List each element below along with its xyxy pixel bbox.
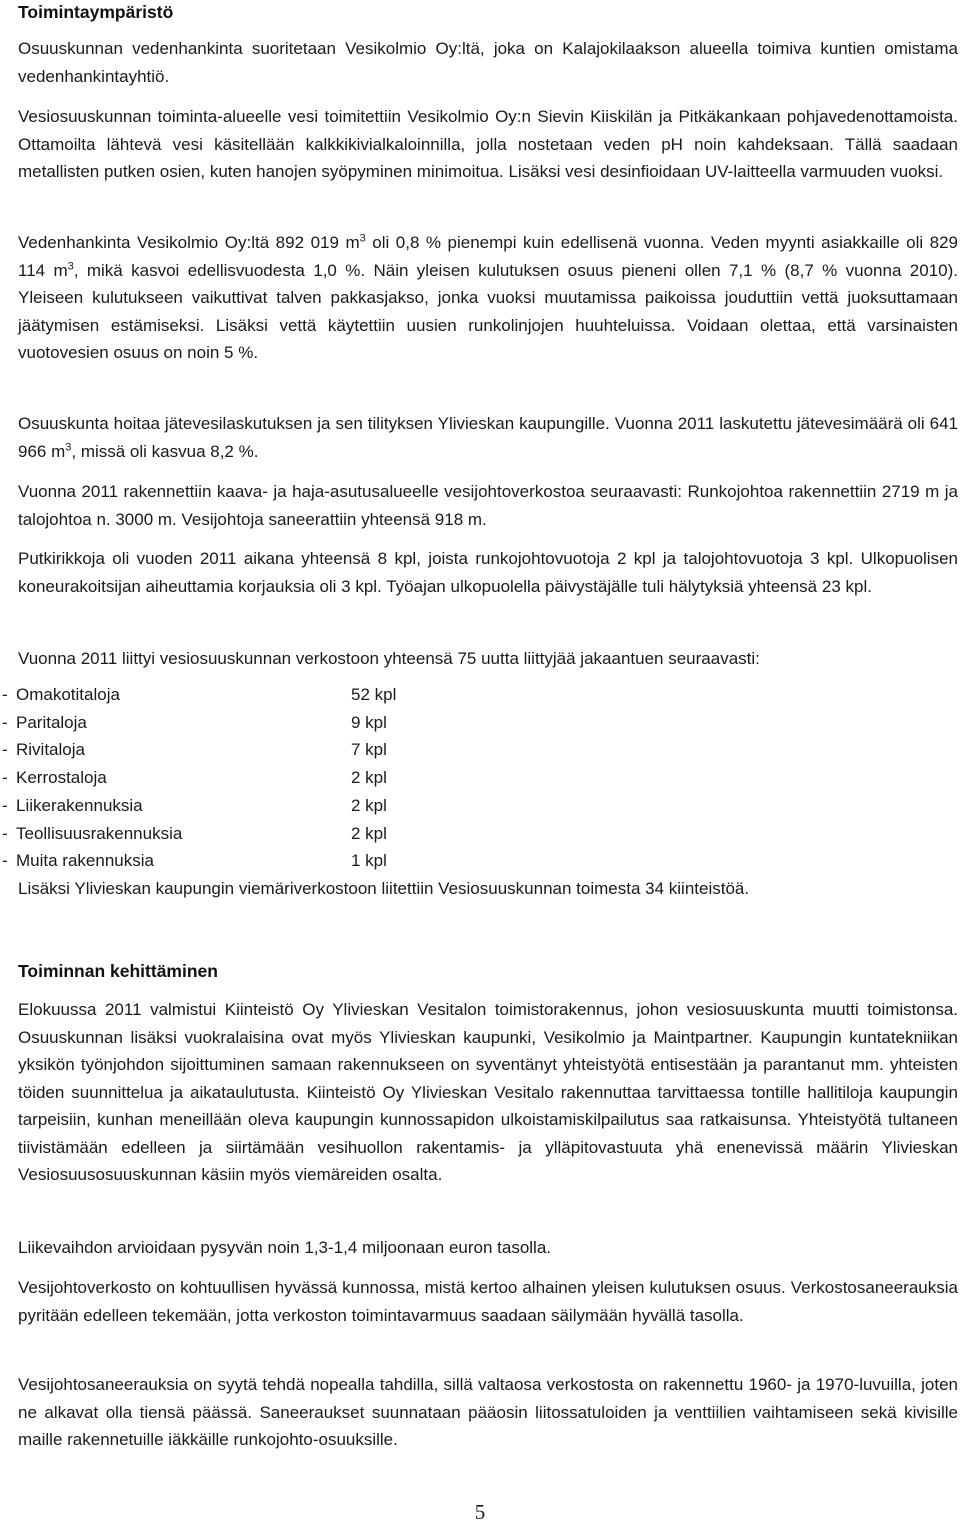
list-dash: - (2, 851, 8, 871)
list-item-count: 7 kpl (351, 740, 387, 760)
superscript: 3 (65, 440, 72, 453)
list-item-count: 2 kpl (351, 795, 387, 815)
list-dash: - (2, 795, 8, 815)
list-dash: - (2, 768, 8, 788)
list-item-count: 2 kpl (351, 823, 387, 843)
section-heading-toiminnan-kehittaminen: Toiminnan kehittäminen (18, 961, 218, 981)
list-item (2, 847, 942, 875)
list-item-name: Muita rakennuksia (16, 851, 154, 871)
list-item (2, 820, 942, 848)
list-item (2, 736, 942, 764)
paragraph: Elokuussa 2011 valmistui Kiinteistö Oy Ylivieskan Vesitalon toimistorakennus, johon vesiosuuskunta muutti toimistonsa. Osuuskunnan lisäksi vuokralaisina ovat myös Ylivieskan kaupunki, Vesikolmio ja Maintpartner. Kaupungin kuntatekniikan yksikön työnjohdon sijoittuminen samaan rakennukseen on syventänyt yhteistyötä entisestään ja parantanut mm. yhteisten töiden suunnittelua ja aikataulutusta. Kiinteistö Oy Ylivieskan Vesitalo rakennuttaa tarvittaessa tontille hallitiloja kaupungin tarpeisiin, kunhan meneillään oleva kaupungin kunnossapidon ulkoistamiskilpailutus saa ratkaisunsa. Yhteistyötä tultaneen tiivistämään edelleen ja siirtämään vesihuollon rakentamis- ja ylläpitovastuuta yhä enenevissä määrin Ylivieskan Vesiosuusosuuskunnan käsiin myös viemäreiden osalta. (18, 1000, 958, 1184)
list-item-name: Rivitaloja (16, 740, 85, 760)
text-run: Osuuskunta hoitaa jätevesilaskutuksen ja sen tilityksen Ylivieskan kaupungille. Vuonna 2011 laskutettu jätevesimäärä oli 641 966 m (18, 414, 958, 461)
paragraph: Vuonna 2011 liittyi vesiosuuskunnan verkostoon yhteensä 75 uutta liittyjää jakaantuen seuraavasti: (18, 649, 760, 668)
list-item-count: 2 kpl (351, 768, 387, 788)
paragraph: Putkirikkoja oli vuoden 2011 aikana yhteensä 8 kpl, joista runkojohtovuotoja 2 kpl ja talojohtovuotoja 3 kpl. Ulkopuolisen koneurakoitsijan aiheuttamia korjauksia oli 3 kpl. Työajan ulkopuolella päivystäjälle tuli hälytyksiä yhteensä 23 kpl. (18, 549, 958, 596)
text-run: oli 0,8 % pienempi kuin edellisenä vuonna. Veden myynti asiakkaille oli 829 114 m (18, 233, 959, 280)
paragraph: Liikevaihdon arvioidaan pysyvän noin 1,3-1,4 miljoonaan euron tasolla. (18, 1238, 552, 1257)
paragraph: Lisäksi Ylivieskan kaupungin viemäriverkostoon liitettiin Vesiosuuskunnan toimesta 34 kiinteistöä. (18, 879, 750, 898)
list-item (2, 792, 942, 820)
list-item-count: 52 kpl (351, 685, 397, 704)
list-dash: - (2, 740, 8, 760)
list-item-name: Kerrostaloja (16, 768, 107, 788)
list-dash: - (2, 823, 8, 843)
list-item-name: Paritaloja (16, 712, 87, 732)
list-dash: - (2, 712, 8, 732)
page-number: 5 (474, 1500, 486, 1524)
paragraph (18, 229, 958, 367)
text-run: , missä oli kasvua 8,2 %. (71, 441, 259, 461)
list-item-name: Teollisuusrakennuksia (16, 823, 183, 843)
superscript: 3 (359, 232, 366, 245)
list-item-count: 1 kpl (351, 851, 387, 871)
paragraph: Vesijohtosaneerauksia on syytä tehdä nopealla tahdilla, sillä valtaosa verkostosta on rakennettu 1960- ja 1970-luvuilla, joten ne alkavat olla tiensä päässä. Saneeraukset suunnataan pääosin liitossatuloiden ja venttiilien vaihtamiseen sekä kivisille maille rakennetuille iäkkäille runkojohto-osuuksille. (18, 1375, 958, 1449)
connections-list (2, 681, 942, 875)
list-item (2, 709, 942, 737)
section-heading-toimintaymparisto: Toimintaympäristö (18, 2, 174, 22)
paragraph: Vuonna 2011 rakennettiin kaava- ja haja-asutusalueelle vesijohtoverkostoa seuraavasti: Runkojohtoa rakennettiin 2719 m ja talojohtoa n. 3000 m. Vesijohtoja saneerattiin yhteensä 918 m. (18, 482, 958, 529)
list-item-name: Omakotitaloja (16, 685, 120, 704)
list-item-name: Liikerakennuksia (16, 795, 143, 815)
text-run: , mikä kasvoi edellisvuodesta 1,0 %. Näin yleisen kulutuksen osuus pieneni ollen 7,1 % (8,7 % vuonna 2010). Yleiseen kulutukseen vaikuttivat talven pakkasjakso, jonka vuoksi muutamissa paikoissa jouduttiin vettä juoksuttamaan jäätymisen estämiseksi. Lisäksi vettä käytettiin uusien runkolinjojen huuhteluissa. Voidaan olettaa, että varsinaisten vuotovesien osuus on noin 5 %. (18, 260, 958, 362)
paragraph: Vesiosuuskunnan toiminta-alueelle vesi toimitettiin Vesikolmio Oy:n Sievin Kiiskilän ja Pitkäkankaan pohjavedenottamoista. Ottamoilta lähtevä vesi käsitellään kalkkikivialkaloinnilla, jolla nostetaan veden pH noin kahdeksaan. Tällä saadaan metallisten putken osien, kuten hanojen syöpyminen minimoitua. Lisäksi vesi desinfioidaan UV-laitteella varmuuden vuoksi. (18, 107, 958, 181)
paragraph: Vesijohtoverkosto on kohtuullisen hyvässä kunnossa, mistä kertoo alhainen yleisen kulutuksen osuus. Verkostosaneerauksia pyritään edelleen tekemään, jotta verkoston toimintavarmuus saadaan säilymään hyvällä tasolla. (18, 1278, 958, 1325)
superscript: 3 (67, 259, 74, 272)
text-run: Vedenhankinta Vesikolmio Oy:ltä 892 019 m (18, 233, 360, 252)
list-item (2, 764, 942, 792)
list-item (2, 681, 942, 709)
list-dash: - (2, 685, 8, 704)
paragraph (18, 410, 958, 465)
paragraph: Osuuskunnan vedenhankinta suoritetaan Vesikolmio Oy:ltä, joka on Kalajokilaakson alueella toimiva kuntien omistama vedenhankintayhtiö. (18, 39, 958, 86)
list-item-count: 9 kpl (351, 712, 387, 732)
